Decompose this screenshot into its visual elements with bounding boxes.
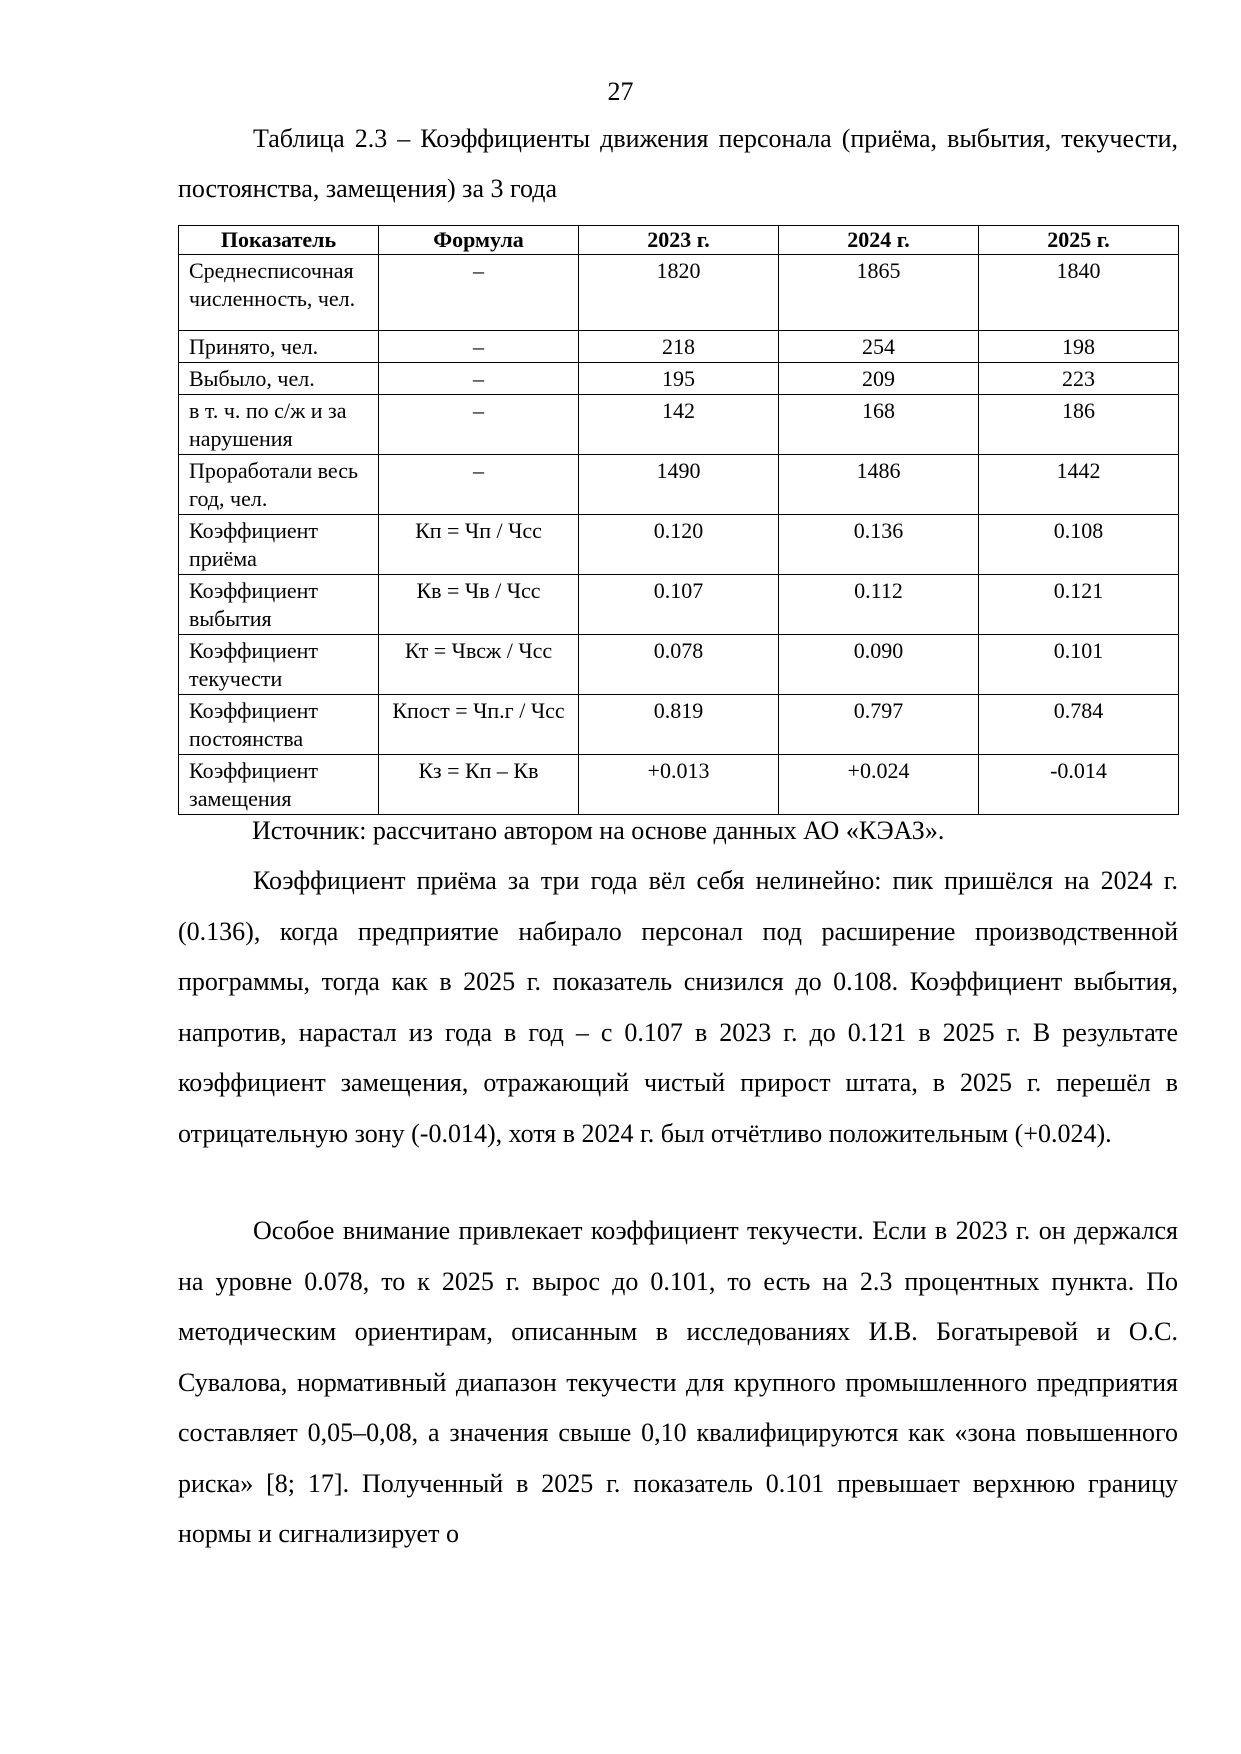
- value-2025: -0.014: [979, 755, 1179, 815]
- row-indicator: Выбыло, чел.: [179, 363, 379, 395]
- row-formula: –: [379, 255, 579, 331]
- row-indicator: Проработали весь год, чел.: [179, 455, 379, 515]
- value-2023: 0.078: [579, 635, 779, 695]
- body-paragraph-2: Особое внимание привлекает коэффициент текучести. Если в 2023 г. он держался на уровне 0.078, то к 2025 г. вырос до 0.101, то есть на 2.3 процентных пункта. По методическим ориентирам, описанным в исследованиях И.В. Богатыревой и О.С. Сувалова, нормативный диапазон текучести для крупного промышленного предприятия составляет 0,05–0,08, а значения свыше 0,10 квалифицируются как «зона повышенного риска» [8; 17]. Полученный в 2025 г. показатель 0.101 превышает верхнюю границу нормы и сигнализирует о: [178, 1216, 1178, 1548]
- value-2023: +0.013: [579, 755, 779, 815]
- value-2025: 186: [979, 395, 1179, 455]
- personnel-movement-table: [178, 225, 1179, 815]
- row-formula: Кв = Чв / Чсс: [379, 575, 579, 635]
- value-2024: 0.136: [779, 515, 979, 575]
- table-row: [179, 695, 1179, 755]
- row-formula: –: [379, 331, 579, 363]
- value-2023: 0.819: [579, 695, 779, 755]
- value-2025: 0.108: [979, 515, 1179, 575]
- value-2024: 168: [779, 395, 979, 455]
- value-2024: 1486: [779, 455, 979, 515]
- value-2023: 1490: [579, 455, 779, 515]
- row-indicator: в т. ч. по с/ж и за нарушения: [179, 395, 379, 455]
- table-row: [179, 755, 1179, 815]
- value-2024: +0.024: [779, 755, 979, 815]
- value-2023: 1820: [579, 255, 779, 331]
- table-row: [179, 331, 1179, 363]
- table-row: [179, 515, 1179, 575]
- row-formula: –: [379, 363, 579, 395]
- value-2023: 142: [579, 395, 779, 455]
- value-2025: 198: [979, 331, 1179, 363]
- value-2023: 0.120: [579, 515, 779, 575]
- body-paragraph-1: Коэффициент приёма за три года вёл себя нелинейно: пик пришёлся на 2024 г. (0.136), когда предприятие набирало персонал под расширение производственной программы, тогда как в 2025 г. показатель снизился до 0.108. Коэффициент выбытия, напротив, нарастал из года в год – с 0.107 в 2023 г. до 0.121 в 2025 г. В результате коэффициент замещения, отражающий чистый прирост штата, в 2025 г. перешёл в отрицательную зону (-0.014), хотя в 2024 г. был отчётливо положительным (+0.024).: [178, 866, 1178, 1148]
- table-source-note: Источник: рассчитано автором на основе данных АО «КЭАЗ».: [252, 816, 945, 845]
- row-formula: Кт = Чвсж / Чсс: [379, 635, 579, 695]
- row-indicator: Коэффициент выбытия: [179, 575, 379, 635]
- value-2025: 0.784: [979, 695, 1179, 755]
- value-2025: 1840: [979, 255, 1179, 331]
- row-formula: Кп = Чп / Чсс: [379, 515, 579, 575]
- row-indicator: Среднесписочная численность, чел.: [179, 255, 379, 331]
- value-2023: 0.107: [579, 575, 779, 635]
- value-2025: 0.121: [979, 575, 1179, 635]
- row-indicator: Принято, чел.: [179, 331, 379, 363]
- row-formula: –: [379, 455, 579, 515]
- row-formula: Кз = Кп – Кв: [379, 755, 579, 815]
- value-2025: 1442: [979, 455, 1179, 515]
- value-2024: 0.112: [779, 575, 979, 635]
- row-indicator: Коэффициент приёма: [179, 515, 379, 575]
- table-row: [179, 575, 1179, 635]
- value-2023: 218: [579, 331, 779, 363]
- row-formula: Кпост = Чп.г / Чсс: [379, 695, 579, 755]
- column-header-2024: 2024 г.: [779, 226, 979, 255]
- value-2024: 209: [779, 363, 979, 395]
- table-row: [179, 635, 1179, 695]
- table-row: [179, 363, 1179, 395]
- column-header-2023: 2023 г.: [579, 226, 779, 255]
- value-2023: 195: [579, 363, 779, 395]
- row-indicator: Коэффициент замещения: [179, 755, 379, 815]
- table-row: [179, 395, 1179, 455]
- column-header-formula: Формула: [379, 226, 579, 255]
- value-2024: 1865: [779, 255, 979, 331]
- table-header-row: [179, 226, 1179, 255]
- row-indicator: Коэффициент постоянства: [179, 695, 379, 755]
- value-2024: 254: [779, 331, 979, 363]
- value-2025: 223: [979, 363, 1179, 395]
- table-row: [179, 455, 1179, 515]
- column-header-indicator: Показатель: [179, 226, 379, 255]
- page-number: 27: [607, 77, 634, 106]
- row-indicator: Коэффициент текучести: [179, 635, 379, 695]
- value-2025: 0.101: [979, 635, 1179, 695]
- value-2024: 0.090: [779, 635, 979, 695]
- table-row: [179, 255, 1179, 331]
- row-formula: –: [379, 395, 579, 455]
- table-caption: Таблица 2.3 – Коэффициенты движения персонала (приёма, выбытия, текучести, постоянства, замещения) за 3 года: [178, 124, 1178, 203]
- column-header-2025: 2025 г.: [979, 226, 1179, 255]
- value-2024: 0.797: [779, 695, 979, 755]
